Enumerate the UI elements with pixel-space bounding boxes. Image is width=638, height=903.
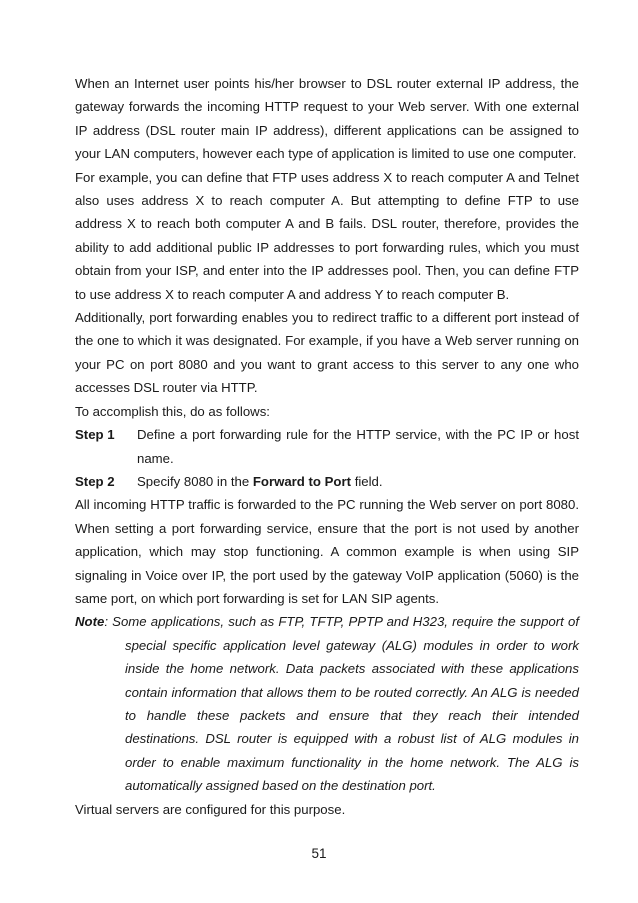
step-1: [75, 423, 579, 470]
step-1-text: Define a port forwarding rule for the HTTP service, with the PC IP or host name.: [137, 427, 579, 466]
note-block: [75, 610, 579, 797]
step-1-label: Step 1: [75, 427, 115, 443]
page-number: 51: [311, 846, 327, 861]
note-label: Note: [75, 614, 105, 630]
paragraph-virtual-servers: Virtual servers are configured for this purpose.: [75, 801, 346, 817]
paragraph-incoming-http: All incoming HTTP traffic is forwarded to the PC running the Web server on port 8080. When setting a port forwarding service, ensure that the port is not used by another application, which may stop functioning. A common example is when using SIP signaling in Voice over IP, the port used by the gateway VoIP application (5060) is the same port, on which port forwarding is set for LAN SIP agents.: [75, 497, 579, 606]
paragraph-port-redirect: Additionally, port forwarding enables you to redirect traffic to a different port instead of the one to which it was designated. For example, if you have a Web server running on your PC on port 8080 and you want to grant access to this server to any one who accesses DSL router via HTTP.: [75, 310, 579, 396]
paragraph-example-ftp: For example, you can define that FTP uses address X to reach computer A and Telnet also uses address X to reach computer A. But attempting to define FTP to use address X to reach both computer A and B fails. DSL router, therefore, provides the ability to add additional public IP addresses to port forwarding rules, which you must obtain from your ISP, and enter into the IP addresses pool. Then, you can define FTP to use address X to reach computer A and address Y to reach computer B.: [75, 169, 579, 302]
step-2-text-before: Specify 8080 in the: [137, 473, 253, 489]
paragraph-external-ip: When an Internet user points his/her browser to DSL router external IP address, the gateway forwards the incoming HTTP request to your Web server. With one external IP address (DSL router main IP address), different applications can be assigned to your LAN computers, however each type of application is limited to use one computer.: [75, 76, 579, 162]
step-2: [75, 470, 579, 493]
step-2-text: [137, 470, 579, 493]
paragraph-accomplish: To accomplish this, do as follows:: [75, 403, 270, 419]
step-2-text-after: field.: [351, 473, 383, 489]
step-2-field-name: Forward to Port: [252, 473, 352, 489]
page-body: [75, 72, 579, 821]
note-text: : Some applications, such as FTP, TFTP, PPTP and H323, require the support of special specific application level gateway (ALG) modules in order to work inside the home network. Data packets associated with these applications contain information that allows them to be routed correctly. An ALG is needed to handle these packets and ensure that they reach their intended destinations. DSL router is equipped with a robust list of ALG modules in order to enable maximum functionality in the home network. The ALG is automatically assigned based on the destination port.: [104, 614, 579, 794]
step-2-label: Step 2: [75, 473, 115, 489]
